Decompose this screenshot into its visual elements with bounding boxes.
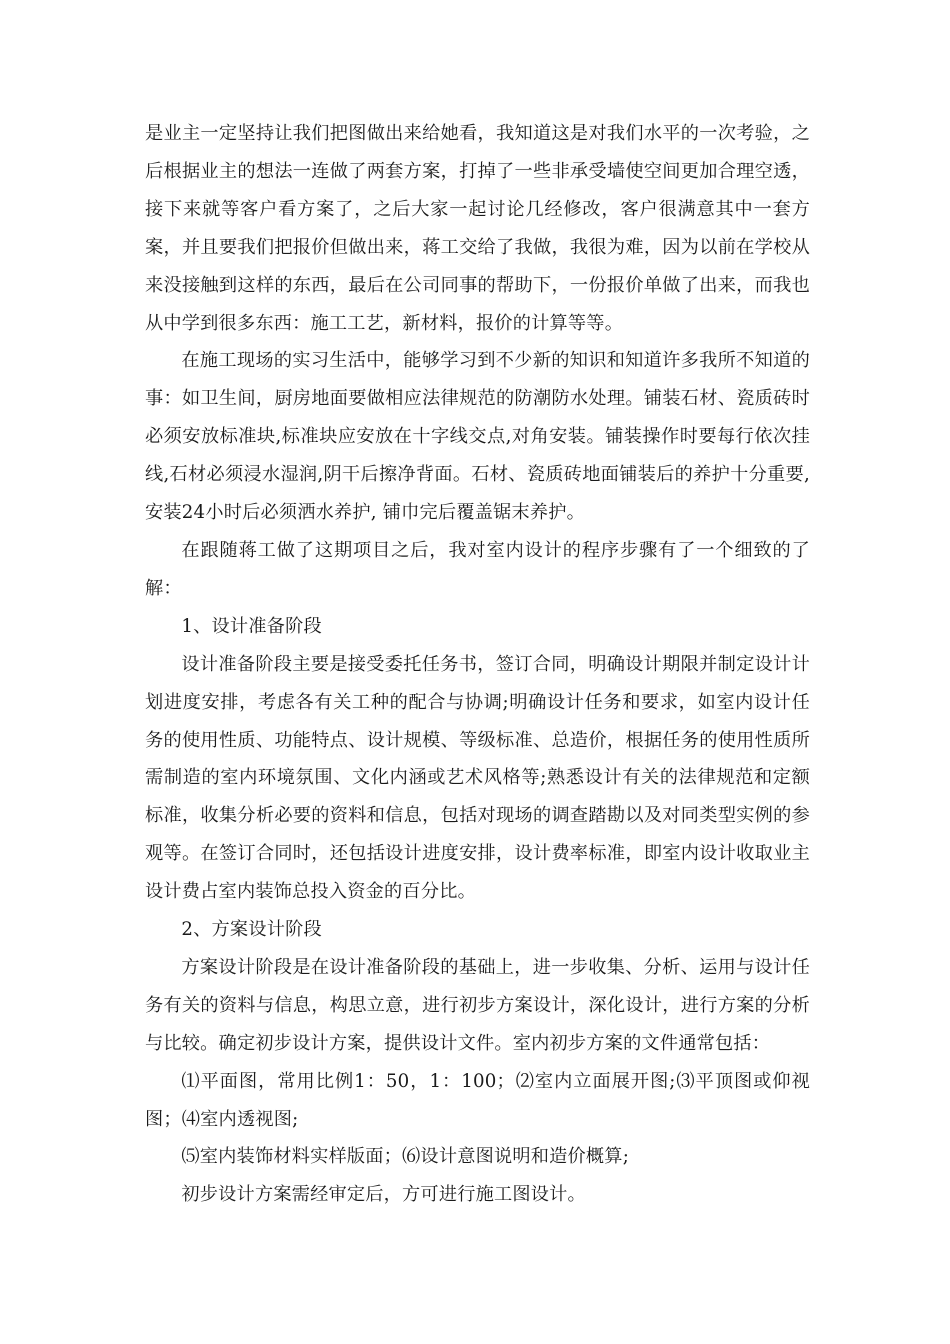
paragraph-approval: 初步设计方案需经审定后，方可进行施工图设计。 — [181, 1184, 586, 1206]
heading-scheme-design: 2、方案设计阶段 — [181, 919, 322, 941]
paragraph-design-preparation: 设计准备阶段主要是接受委托任务书，签订合同，明确设计期限并制定设计计划进度安排，考虑各有关工种的配合与协调;明确设计任务和要求，如室内设计任务的使用性质、功能特点、设计规模、等级标准、总造价，根据任务的使用性质所需制造的室内环境氛围、文化内涵或艺术风格等;熟悉设计有关的法律规范和定额标准，收集分析必要的资料和信息，包括对现场的调查踏勘以及对同类型实例的参观等。在签订合同时，还包括设计进度安排，设计费率标准，即室内设计收取业主设计费占室内装饰总投入资金的百分比。 — [145, 653, 810, 903]
paragraph-design-procedure-intro: 在跟随蒋工做了这期项目之后，我对室内设计的程序步骤有了一个细致的了解： — [145, 539, 810, 599]
paragraph-scheme-design: 方案设计阶段是在设计准备阶段的基础上，进一步收集、分析、运用与设计任务有关的资料与信息，构思立意，进行初步方案设计，深化设计，进行方案的分析与比较。确定初步设计方案，提供设计文件。室内初步方案的文件通常包括： — [145, 956, 810, 1054]
paragraph-site-internship: 在施工现场的实习生活中，能够学习到不少新的知识和知道许多我所不知道的事：如卫生间，厨房地面要做相应法律规范的防潮防水处理。铺装石材、瓷质砖时必须安放标准块,标准块应安放在十字线交点,对角安装。铺装操作时要每行依次挂线,石材必须浸水湿润,阴干后擦净背面。石材、瓷质砖地面铺装后的养护十分重要,安装24小时后必须洒水养护, 铺巾完后覆盖锯末养护。 — [145, 350, 810, 524]
list-item-materials: ⑸室内装饰材料实样版面；⑹设计意图说明和造价概算; — [181, 1146, 630, 1168]
list-item-drawings: ⑴平面图，常用比例1：50，1：100；⑵室内立面展开图;⑶平顶图或仰视图；⑷室内透视图; — [145, 1070, 810, 1130]
heading-design-preparation: 1、设计准备阶段 — [181, 615, 322, 637]
document-body — [145, 115, 810, 1214]
paragraph-quotation-story: 是业主一定坚持让我们把图做出来给她看，我知道这是对我们水平的一次考验，之后根据业主的想法一连做了两套方案，打掉了一些非承受墙使空间更加合理空透，接下来就等客户看方案了，之后大家一起讨论几经修改，客户很满意其中一套方案，并且要我们把报价但做出来，蒋工交给了我做，我很为难，因为以前在学校从来没接触到这样的东西，最后在公司同事的帮助下，一份报价单做了出来，而我也从中学到很多东西：施工工艺，新材料，报价的计算等等。 — [145, 123, 810, 334]
